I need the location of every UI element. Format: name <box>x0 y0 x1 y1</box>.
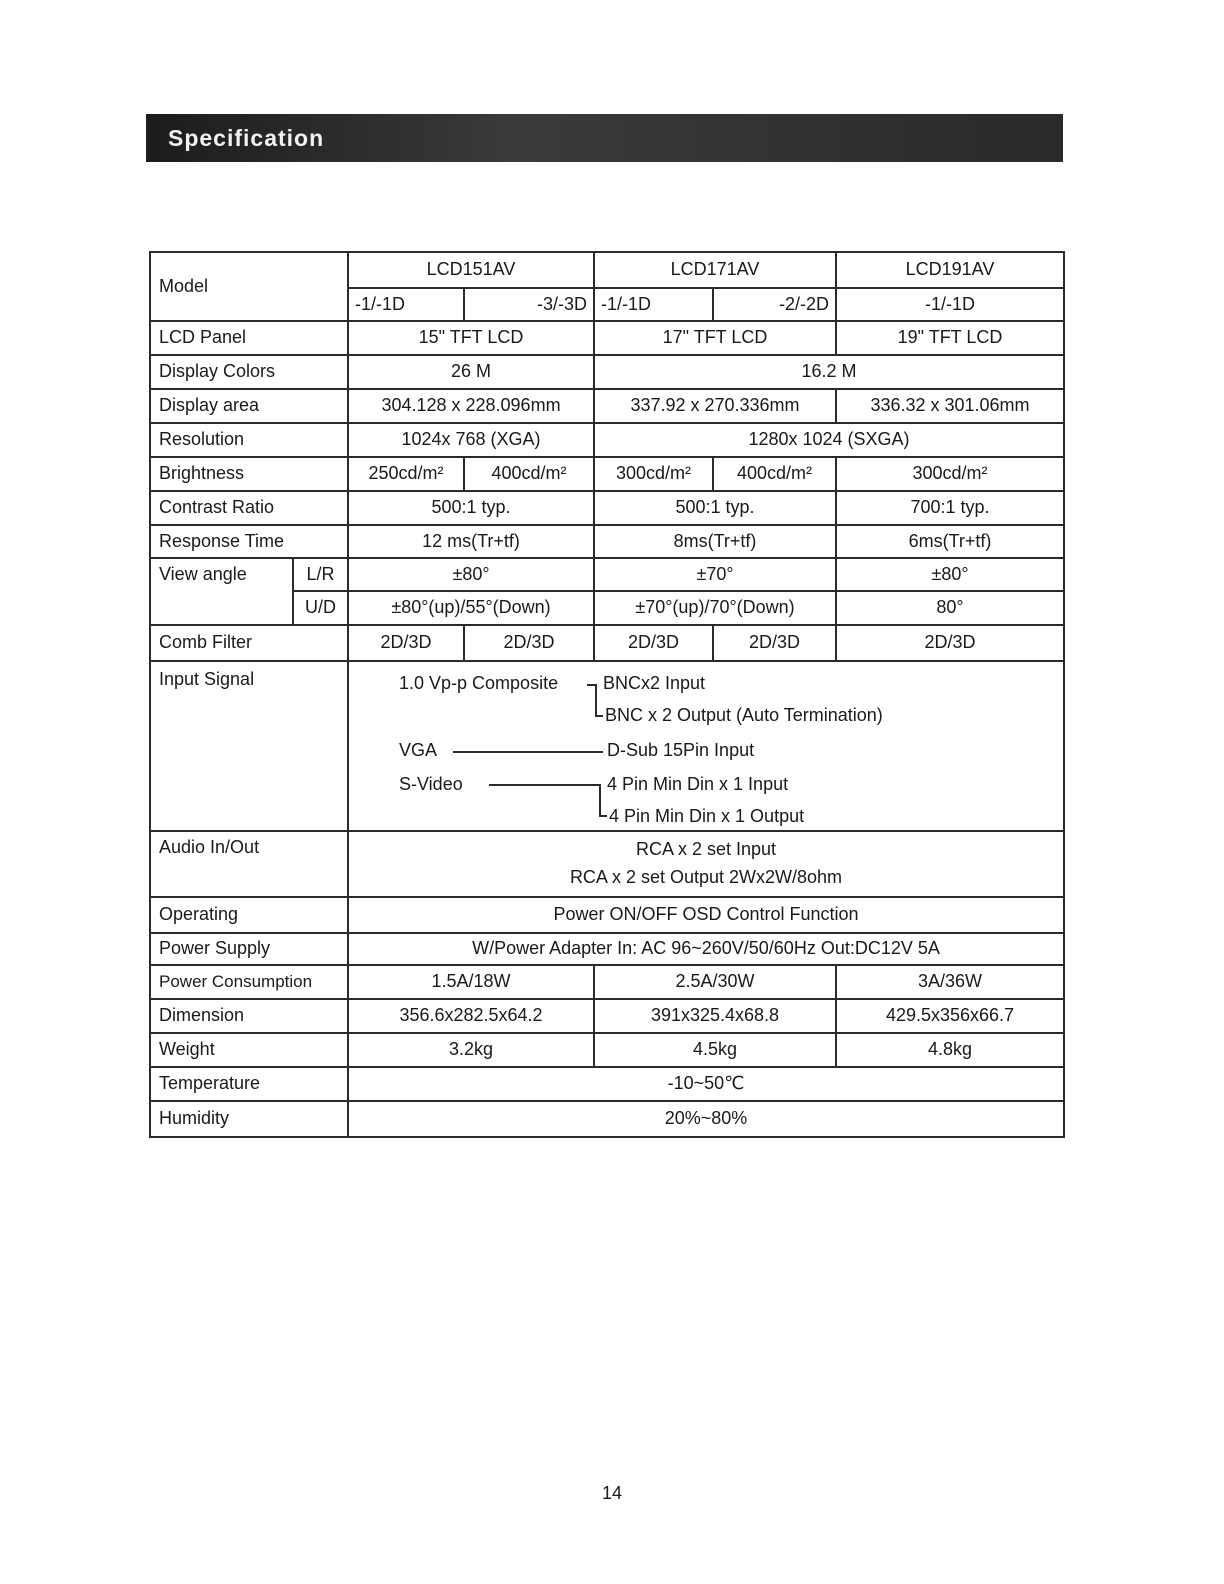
connector-line <box>595 684 597 717</box>
value-cell: 1.5A/18W <box>348 965 594 999</box>
table-row <box>150 625 1064 661</box>
row-label-audio: Audio In/Out <box>150 831 348 897</box>
row-label-resolution: Resolution <box>150 423 348 457</box>
table-row <box>150 1033 1064 1067</box>
value-cell: 17" TFT LCD <box>594 321 836 355</box>
table-row <box>150 525 1064 558</box>
submodel-cell: -3/-3D <box>464 288 594 321</box>
signal-svideo-input: 4 Pin Min Din x 1 Input <box>607 774 789 794</box>
value-cell: 16.2 M <box>594 355 1064 389</box>
audio-input: RCA x 2 set Input <box>635 839 777 860</box>
value-cell: 304.128 x 228.096mm <box>348 389 594 423</box>
signal-vga-output: D-Sub 15Pin Input <box>607 740 755 760</box>
row-sublabel-lr: L/R <box>293 558 348 591</box>
value-cell: W/Power Adapter In: AC 96~260V/50/60Hz Out:DC12V 5A <box>348 933 1064 965</box>
signal-bnc-output: BNC x 2 Output (Auto Termination) <box>605 705 883 725</box>
value-cell: 500:1 typ. <box>594 491 836 525</box>
row-label-contrast-ratio: Contrast Ratio <box>150 491 348 525</box>
signal-svideo-label: S-Video <box>399 774 463 794</box>
row-label-temperature: Temperature <box>150 1067 348 1101</box>
table-row <box>150 389 1064 423</box>
value-cell: 3A/36W <box>836 965 1064 999</box>
row-label-power-consumption: Power Consumption <box>150 965 348 999</box>
table-row <box>150 558 1064 591</box>
value-cell: 12 ms(Tr+tf) <box>348 525 594 558</box>
value-cell: 8ms(Tr+tf) <box>594 525 836 558</box>
value-cell: 1024x 768 (XGA) <box>348 423 594 457</box>
value-cell: 15" TFT LCD <box>348 321 594 355</box>
value-cell: 3.2kg <box>348 1033 594 1067</box>
row-label-comb-filter: Comb Filter <box>150 625 348 661</box>
value-cell: 6ms(Tr+tf) <box>836 525 1064 558</box>
submodel-cell: -2/-2D <box>713 288 836 321</box>
value-cell: 19" TFT LCD <box>836 321 1064 355</box>
signal-composite-label: 1.0 Vp-p Composite <box>399 673 559 693</box>
table-row <box>150 321 1064 355</box>
value-cell: 2D/3D <box>464 625 594 661</box>
table-row <box>150 1101 1064 1137</box>
value-cell: 250cd/m² <box>348 457 464 491</box>
table-row <box>150 999 1064 1033</box>
page-number: 14 <box>601 1483 623 1503</box>
model-lcd191av: LCD191AV <box>836 252 1064 288</box>
row-label-view-angle: View angle <box>150 558 293 625</box>
value-cell: 300cd/m² <box>836 457 1064 491</box>
specification-table <box>149 251 1065 1138</box>
value-cell: 391x325.4x68.8 <box>594 999 836 1033</box>
connector-line <box>453 751 603 753</box>
value-cell: 2D/3D <box>594 625 713 661</box>
value-cell: ±80° <box>348 558 594 591</box>
row-label-display-area: Display area <box>150 389 348 423</box>
value-cell: 356.6x282.5x64.2 <box>348 999 594 1033</box>
value-cell: ±70° <box>594 558 836 591</box>
row-label-power-supply: Power Supply <box>150 933 348 965</box>
row-label-humidity: Humidity <box>150 1101 348 1137</box>
connector-line <box>599 815 607 817</box>
value-cell: 2D/3D <box>836 625 1064 661</box>
submodel-cell: -1/-1D <box>348 288 464 321</box>
value-cell: 4.8kg <box>836 1033 1064 1067</box>
value-cell: ±70°(up)/70°(Down) <box>594 591 836 625</box>
connector-line <box>595 715 603 717</box>
row-label-lcd-panel: LCD Panel <box>150 321 348 355</box>
value-cell: 700:1 typ. <box>836 491 1064 525</box>
row-label-dimension: Dimension <box>150 999 348 1033</box>
row-label-brightness: Brightness <box>150 457 348 491</box>
value-cell: 429.5x356x66.7 <box>836 999 1064 1033</box>
value-cell: 4.5kg <box>594 1033 836 1067</box>
row-label-input-signal: Input Signal <box>150 661 348 831</box>
signal-svideo-output: 4 Pin Min Din x 1 Output <box>609 806 805 826</box>
connector-line <box>489 784 601 786</box>
table-row <box>150 457 1064 491</box>
value-cell: 2D/3D <box>713 625 836 661</box>
row-label-response-time: Response Time <box>150 525 348 558</box>
value-cell: 336.32 x 301.06mm <box>836 389 1064 423</box>
audio-values-cell <box>348 831 1064 897</box>
table-row <box>150 355 1064 389</box>
row-label-weight: Weight <box>150 1033 348 1067</box>
table-row <box>150 1067 1064 1101</box>
row-label-display-colors: Display Colors <box>150 355 348 389</box>
row-label-operating: Operating <box>150 897 348 933</box>
table-row <box>150 965 1064 999</box>
signal-vga-label: VGA <box>399 740 438 760</box>
value-cell: ±80°(up)/55°(Down) <box>348 591 594 625</box>
value-cell: 400cd/m² <box>464 457 594 491</box>
value-cell: Power ON/OFF OSD Control Function <box>348 897 1064 933</box>
table-row <box>150 491 1064 525</box>
input-signal-diagram <box>348 661 1064 831</box>
table-row <box>150 831 1064 897</box>
submodel-cell: -1/-1D <box>836 288 1064 321</box>
submodel-cell: -1/-1D <box>594 288 713 321</box>
value-cell: 20%~80% <box>348 1101 1064 1137</box>
signal-bnc-input: BNCx2 Input <box>603 673 706 693</box>
table-row <box>150 897 1064 933</box>
table-row <box>150 933 1064 965</box>
table-row <box>150 423 1064 457</box>
audio-output: RCA x 2 set Output 2Wx2W/8ohm <box>569 867 843 887</box>
value-cell: 2D/3D <box>348 625 464 661</box>
connector-line <box>599 784 601 817</box>
value-cell: 337.92 x 270.336mm <box>594 389 836 423</box>
table-row <box>150 661 1064 831</box>
value-cell: 26 M <box>348 355 594 389</box>
value-cell: 2.5A/30W <box>594 965 836 999</box>
value-cell: ±80° <box>836 558 1064 591</box>
table-row <box>150 252 1064 288</box>
section-header-bar <box>146 114 1063 162</box>
value-cell: -10~50℃ <box>348 1067 1064 1101</box>
row-label-model: Model <box>150 252 348 321</box>
value-cell: 500:1 typ. <box>348 491 594 525</box>
value-cell: 400cd/m² <box>713 457 836 491</box>
value-cell: 1280x 1024 (SXGA) <box>594 423 1064 457</box>
row-sublabel-ud: U/D <box>293 591 348 625</box>
section-title: Specification <box>168 125 325 151</box>
model-lcd171av: LCD171AV <box>594 252 836 288</box>
value-cell: 300cd/m² <box>594 457 713 491</box>
model-lcd151av: LCD151AV <box>348 252 594 288</box>
value-cell: 80° <box>836 591 1064 625</box>
